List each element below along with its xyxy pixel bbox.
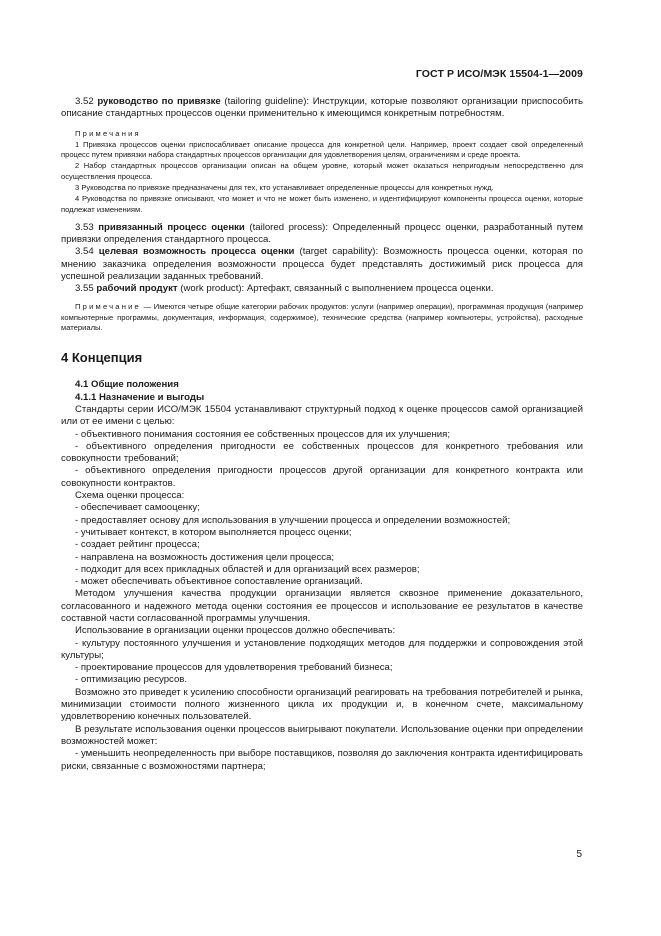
term-3-52: 3.52 руководство по привязке (tailoring guideline): Инструкции, которые позволяют организации приспособить описание стандартных процессов оценки применительно к имеющимся конкретным потребностям. bbox=[61, 96, 583, 120]
list-item: - оптимизацию ресурсов. bbox=[75, 674, 188, 686]
note-2: 2 Набор стандартных процессов организации описан на общем уровне, который может оказаться непригодным непосредственно для осуществления процесса. bbox=[61, 161, 583, 182]
note-work-product: Примечание — Имеются четыре общие категории рабочих продуктов: услуги (например операции), программная продукция (например компьютерные программы, документация, информация, содержимое), технические средства (например компьютеры, устройства), расходные материалы. bbox=[61, 301, 583, 333]
page-number: 5 bbox=[576, 849, 582, 860]
term-3-53: 3.53 привязанный процесс оценки (tailored process): Определенный процесс оценки, разработанный путем привязки определения стандартного процесса. bbox=[61, 221, 584, 246]
list-item: - культуру постоянного улучшения и установление подходящих методов для поддержки и сопровождения этой культуры; bbox=[61, 637, 583, 661]
paragraph: В результате использования оценки процессов выигрывают покупатели. Использование оценки при определении возможностей может: bbox=[61, 723, 583, 747]
list-item: - уменьшить неопределенность при выборе поставщиков, позволяя до заключения контракта идентифицировать риски, связанные с возможностями партнера; bbox=[61, 748, 583, 772]
list-item: - учитывает контекст, в котором выполняется процесс оценки; bbox=[75, 526, 352, 538]
paragraph: Использование в организации оценки процессов должно обеспечивать: bbox=[75, 625, 396, 637]
list-item: - объективного понимания состояния ее собственных процессов для их улучшения; bbox=[75, 428, 451, 440]
list-item: - объективного определения пригодности процессов другой организации для конкретного контракта или совокупности контрактов. bbox=[61, 465, 583, 489]
notes-title: Примечания bbox=[75, 128, 141, 138]
paragraph: Возможно это приведет к усилению способности организаций реагировать на требования потребителей и рынка, минимизации стоимости полного жизненного цикла их продукции и, в конечном счете, максимальному удовлетворению конечных пользователей. bbox=[61, 686, 583, 723]
list-item: - может обеспечивать объективное сопоставление организаций. bbox=[75, 576, 363, 588]
body-text bbox=[61, 404, 583, 773]
list-item: - объективного определения пригодности ее собственных процессов для конкретного требования или совокупности требований; bbox=[61, 440, 583, 465]
document-header: ГОСТ Р ИСО/МЭК 15504-1—2009 bbox=[415, 68, 583, 80]
list-item: - направлена на возможность достижения цели процесса; bbox=[75, 551, 335, 563]
term-3-55: 3.55 рабочий продукт (work product): Артефакт, связанный с выполнением процесса оценки. bbox=[75, 283, 494, 295]
note-1: 1 Привязка процессов оценки приспосабливает описание процесса для конкретной цели. Например, проект создает свой определенный процесс путем привязки набора стандартных процессов организации для удовлетворения целям, ограничениям и среде проекта. bbox=[61, 139, 583, 160]
paragraph: Схема оценки процесса: bbox=[75, 490, 185, 502]
paragraph: Методом улучшения качества продукции организации является сквозное применение доказательного, согласованного и надежного метода оценки состояния ее процессов и использование ее результатов в качестве составной части согласованной программы улучшения. bbox=[61, 588, 583, 624]
notes-block bbox=[61, 129, 583, 216]
page-content bbox=[61, 96, 583, 773]
list-item: - предоставляет основу для использования в улучшении процесса и определении возможностей; bbox=[75, 514, 511, 526]
section-title: 4 Концепция bbox=[61, 350, 143, 366]
term-3-54: 3.54 целевая возможность процесса оценки (target capability): Возможность процесса оценки, которая по мнению заказчика определения возможности процесса будет представлять достижимый риск процесса для успешной реализации заданных требований. bbox=[61, 246, 584, 283]
list-item: - проектирование процессов для удовлетворения требований бизнеса; bbox=[75, 662, 393, 674]
list-item: - подходит для всех прикладных областей и для организаций всех размеров; bbox=[75, 563, 420, 575]
list-item: - создает рейтинг процесса; bbox=[75, 539, 200, 551]
note-3: 3 Руководства по привязке предназначены для тех, кто устанавливает определенные процессы для конкретных нужд. bbox=[75, 183, 494, 193]
terms-block bbox=[61, 222, 583, 296]
note-4: 4 Руководства по привязке описывают, что может и что не может быть изменено, и идентифицируют компоненты процесса оценки, которые подлежат изменениям. bbox=[61, 194, 583, 214]
list-item: - обеспечивает самооценку; bbox=[75, 502, 200, 514]
subsection-4-1-1: 4.1.1 Назначение и выгоды bbox=[75, 391, 205, 403]
subsection-4-1: 4.1 Общие положения bbox=[75, 379, 179, 391]
paragraph: Стандарты серии ИСО/МЭК 15504 устанавливают структурный подход к оценке процессов самой организацией или от ее имени с целью: bbox=[61, 403, 583, 428]
